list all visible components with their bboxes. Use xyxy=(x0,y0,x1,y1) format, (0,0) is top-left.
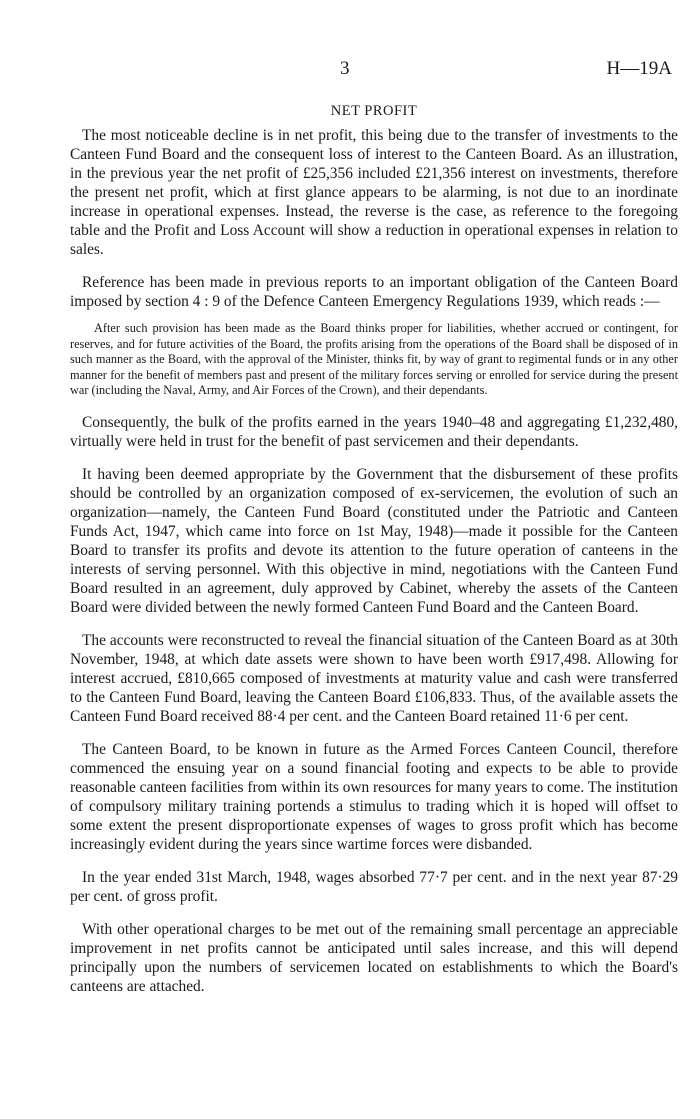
paragraph-armed-forces-canteen-council: The Canteen Board, to be known in future as the Armed Forces Canteen Council, therefore commenced the ensuing year on a sound financial footing and expects to be able to provide reasonable canteen facilities from within its own resources for many years to come. The institution of compulsory military training portends a stimulus to trading which it is hoped will offset to some extent the present disproportionate expenses of wages to gross profit which has become increasingly evident during the years since wartime forces were disbanded. xyxy=(70,740,678,853)
paragraph-canteen-fund-board: It having been deemed appropriate by the Government that the disbursement of these profits should be controlled by an organization composed of ex-servicemen, the evolution of such an organization—namely, the Canteen Fund Board (constituted under the Patriotic and Canteen Funds Act, 1947, which came into force on 1st May, 1948)—made it possible for the Canteen Board to transfer its profits and devote its attention to the future operation of canteens in the interests of serving personnel. With this objective in mind, negotiations with the Canteen Fund Board resulted in an agreement, duly approved by Cabinet, whereby the assets of the Canteen Board were divided between the newly formed Canteen Fund Board and the Canteen Board. xyxy=(70,465,678,616)
regulation-quote: After such provision has been made as the Board thinks proper for liabilities, whether accrued or contingent, for reserves, and for future activities of the Board, the profits arising from the operations of the Board shall be disposed of in such manner as the Board, with the approval of the Minister, thinks fit, by way of grant to regimental funds or in any other manner for the benefit of members past and present of the military forces serving or enrolled for service during the present war (including the Naval, Army, and Air Forces of the Crown), and their dependants. xyxy=(70,321,678,397)
document-body xyxy=(70,103,678,1010)
page-number: 3 xyxy=(340,58,350,79)
paragraph-operational-charges: With other operational charges to be met out of the remaining small percentage an appreciable improvement in net profits cannot be anticipated until sales increase, and this will depend principally upon the numbers of servicemen located on establishments to which the Board's canteens are attached. xyxy=(70,920,678,995)
paragraph-accounts-reconstructed: The accounts were reconstructed to reveal the financial situation of the Canteen Board as at 30th November, 1948, at which date assets were shown to have been worth £917,498. Allowing for interest accrued, £810,665 composed of investments at maturity value and cash were transferred to the Canteen Fund Board, leaving the Canteen Board £106,833. Thus, of the available assets the Canteen Fund Board received 88·4 per cent. and the Canteen Board retained 11·6 per cent. xyxy=(70,631,678,725)
paragraph-obligation: Reference has been made in previous reports to an important obligation of the Canteen Board imposed by section 4 : 9 of the Defence Canteen Emergency Regulations 1939, which reads :— xyxy=(70,274,678,310)
paragraph-profits-held-in-trust: Consequently, the bulk of the profits earned in the years 1940–48 and aggregating £1,232,480, virtually were held in trust for the benefit of past servicemen and their dependants. xyxy=(70,413,678,450)
paragraph-wages: In the year ended 31st March, 1948, wages absorbed 77·7 per cent. and in the next year 87·29 per cent. of gross profit. xyxy=(70,868,678,905)
document-reference: H—19A xyxy=(606,58,672,79)
page-header xyxy=(0,58,700,82)
section-heading: NET PROFIT xyxy=(330,103,418,119)
paragraph-net-profit-decline: The most noticeable decline is in net profit, this being due to the transfer of investments to the Canteen Fund Board and the consequent loss of interest to the Canteen Board. As an illustration, in the previous year the net profit of £25,356 included £21,356 interest on investments, therefore the present net profit, which at first glance appears to be alarming, is not due to an inordinate increase in operational expenses. Instead, the reverse is the case, as reference to the foregoing table and the Profit and Loss Account will show a reduction in operational expenses in relation to sales. xyxy=(70,127,678,258)
